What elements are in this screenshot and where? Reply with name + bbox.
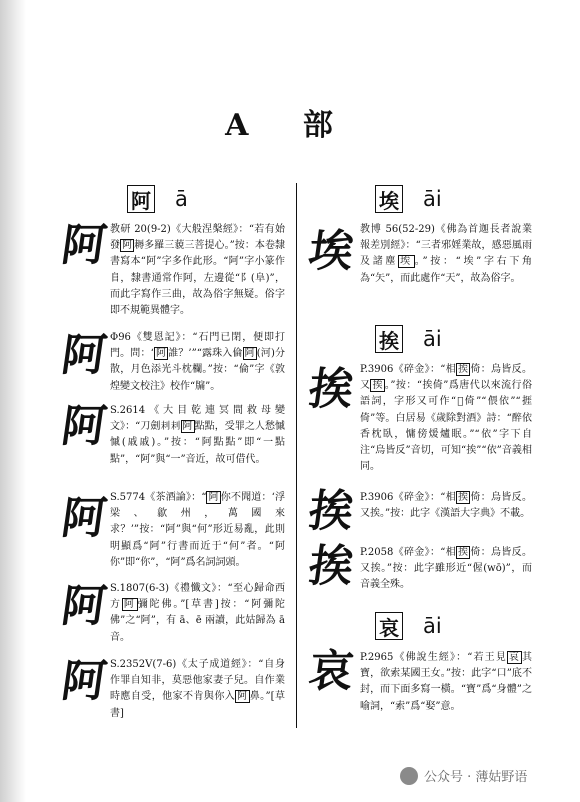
headword-char: 埃 xyxy=(375,185,403,213)
calligraphy-glyph: 阿 xyxy=(58,330,110,381)
section-title: A 部 xyxy=(225,108,355,143)
calligraphy-glyph: 阿 xyxy=(58,581,110,632)
headword-pinyin: ā xyxy=(175,187,188,211)
entry-ai-2: P.3906《碎金》：“相 挨 倚：烏皆反。又 挨 。”按：“挨倚”爲唐代以來流行俗語詞，字形又可作“𢹿倚”“偎依”“捱倚”等。白居易《歲除對酒》詩：“醉依香枕臥，慵傍煖爐眠。”“依”字下自注“烏皆反”音切，可知“挨”“依”音義相同。 xyxy=(360,364,532,473)
headword-pinyin: āi xyxy=(423,187,442,211)
calligraphy-glyph: 阿 xyxy=(58,220,110,271)
headword-pinyin: āi xyxy=(423,327,442,351)
headword-ai-1 xyxy=(375,185,442,213)
column-divider xyxy=(296,183,297,728)
headword-char: 挨 xyxy=(375,325,403,353)
calligraphy-glyph: 埃 xyxy=(305,226,357,277)
headword-a xyxy=(127,185,188,213)
entry-a-3: S.2614《大目乾連冥間救母變文》：“刀劍𠛐𠛐 阿 點點，受罪之人愁慽慽(戚戚)。”按：“阿點點”即“一點點”，“阿”與“一”音近，故可借代。 xyxy=(110,405,286,465)
entry-ai-3: P.3906《碎金》：“相 挨 倚：烏皆反。又挨。”按：此字《漢語大字典》不載。 xyxy=(360,492,532,520)
watermark xyxy=(400,766,527,785)
calligraphy-glyph: 挨 xyxy=(305,486,357,537)
headword-pinyin: āi xyxy=(423,614,442,638)
entry-a-5: S.1807(6-3)《禮懺文》：“至心歸命西方 阿 彌陀佛。”[草書]按：“阿彌陀佛”之“阿”，有 ā、ē 兩讀，此姑歸為 ā 音。 xyxy=(110,583,286,643)
headword-char: 哀 xyxy=(375,612,403,640)
headword-ai-3 xyxy=(375,612,442,640)
entry-ai-4: P.2058《碎金》：“相 挨 倚：烏皆反。又挨。”按：此字雖形近“偓(wō)”，而音義全殊。 xyxy=(360,547,532,591)
entry-a-1: 教研 20(9-2)《大般涅槃經》：“若有始發 阿 耨多羅三藐三菩提心。”按：本卷隸書寫本“阿”字多作此形。“阿”字小篆作𨸏，隸書通常作阿，左邊從“阝(阜)”，而此字寫作三曲，故為俗字無疑。俗字即不規範異體字。 xyxy=(110,224,286,317)
watermark-text: 公众号 · 薄姑野语 xyxy=(424,770,528,785)
calligraphy-glyph: 阿 xyxy=(58,493,110,544)
entry-a-6: S.2352V(7-6)《太子成道經》：“自身作罪自知非，莫惡他家妻子兒。自作業時應自受，他家不肯與你入 阿 鼻。”[草書] xyxy=(110,659,286,719)
entry-ai-5: P.2965《佛說生經》：“若王見 哀 其寶，欲索某國王女。”按：此字“口”底不封，而下面多寫一橫。“寶”爲“身體”之喻詞，“索”爲“娶”意。 xyxy=(360,652,532,712)
calligraphy-glyph: 阿 xyxy=(58,656,110,707)
calligraphy-glyph: 阿 xyxy=(58,401,110,452)
headword-char: 阿 xyxy=(127,185,155,213)
entry-a-4: S.5774《茶酒論》：“ 阿 你不聞道：‘浮梁、歙州，萬國來求？’”按：“阿”與“何”形近易亂，此則明顯爲“阿”行書而近于“何”者。“阿你”即“你”，“阿”爲名詞詞頭。 xyxy=(110,492,285,568)
calligraphy-glyph: 哀 xyxy=(305,646,357,697)
entry-a-2: Φ96《雙恩記》：“石門已閉，便即打門。問：‘ 阿 誰？’”“露珠入倫 阿 (河)分散，月色添光斗枕欄。”按：“倫”字《敦煌變文校注》校作“牖”。 xyxy=(110,332,286,392)
calligraphy-glyph: 挨 xyxy=(305,364,357,415)
entry-ai-1: 教博 56(52-29)《佛為首迦長者說業報差別經》：“三者邪婬業故，感惡風雨及諸塵 埃 。”按：“埃”字右下角為“矢”，而此處作“天”，故為俗字。 xyxy=(360,224,533,284)
wechat-icon xyxy=(400,767,418,785)
calligraphy-glyph: 挨 xyxy=(305,541,357,592)
headword-ai-2 xyxy=(375,325,442,353)
